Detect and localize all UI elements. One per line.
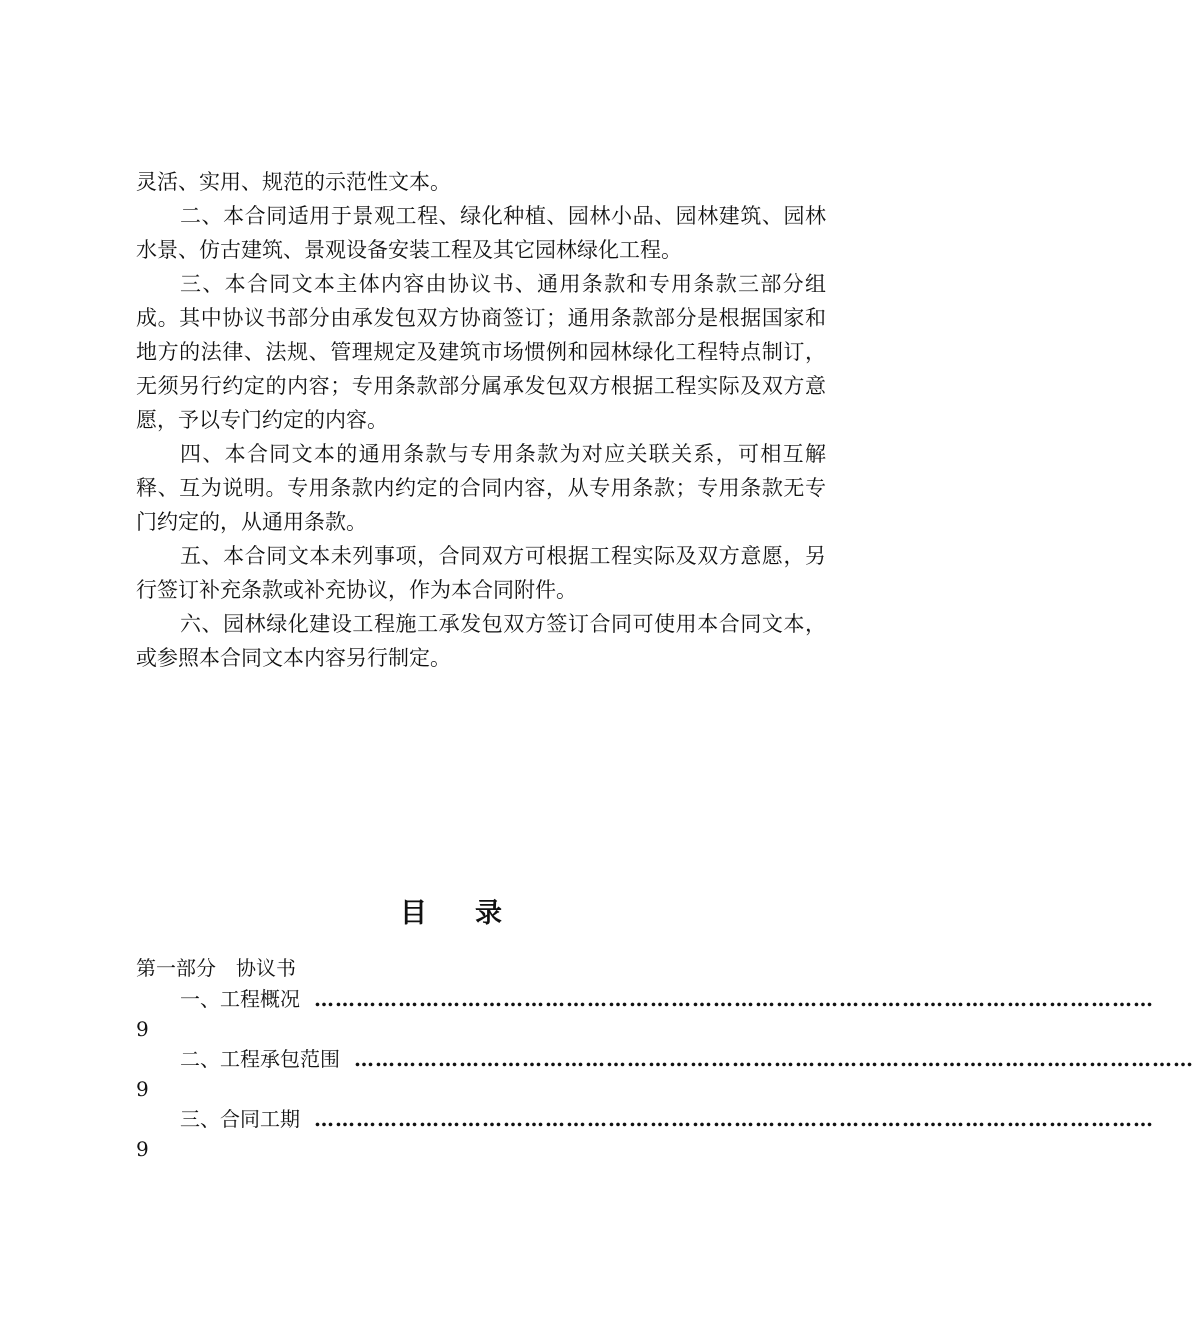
toc-part-name: 协议书	[236, 956, 296, 980]
toc-dot-leader: …………………………………………………………………………………………………………	[314, 987, 1154, 1011]
toc-part-number: 第一部分	[136, 956, 216, 980]
table-of-contents	[136, 952, 1194, 1164]
paragraph-2: 二、本合同适用于景观工程、绿化种植、园林小品、园林建筑、园林水景、仿古建筑、景观设备安装工程及其它园林绿化工程。	[136, 204, 826, 262]
toc-entry-page: 9	[136, 1137, 149, 1161]
toc-dot-leader: …………………………………………………………………………………………………………	[314, 1107, 1154, 1131]
toc-entry[interactable]	[136, 984, 1154, 1015]
paragraph-6: 六、园林绿化建设工程施工承发包双方签订合同可使用本合同文本，或参照本合同文本内容另行制定。	[136, 612, 826, 670]
toc-entry-label: 一、工程概况	[180, 987, 300, 1011]
toc-entry[interactable]	[136, 1104, 1154, 1135]
toc-entry-label: 二、工程承包范围	[180, 1047, 340, 1071]
toc-entry-label: 三、合同工期	[180, 1107, 300, 1131]
paragraph-1: 灵活、实用、规范的示范性文本。	[136, 170, 451, 194]
notes-body	[136, 165, 826, 675]
toc-part-heading	[136, 952, 826, 984]
toc-entry-page: 9	[136, 1077, 149, 1101]
paragraph-3: 三、本合同文本主体内容由协议书、通用条款和专用条款三部分组成。其中协议书部分由承发包双方协商签订；通用条款部分是根据国家和地方的法律、法规、管理规定及建筑市场惯例和园林绿化工程特点制订，无须另行约定的内容；专用条款部分属承发包双方根据工程实际及双方意愿，予以专门约定的内容。	[136, 272, 826, 432]
paragraph-5: 五、本合同文本未列事项，合同双方可根据工程实际及双方意愿，另行签订补充条款或补充协议，作为本合同附件。	[136, 544, 826, 602]
toc-entry-page: 9	[136, 1017, 149, 1041]
paragraph-4: 四、本合同文本的通用条款与专用条款为对应关联关系，可相互解释、互为说明。专用条款内约定的合同内容，从专用条款；专用条款无专门约定的，从通用条款。	[136, 442, 826, 534]
toc-title: 目录	[400, 898, 550, 929]
toc-dot-leader: …………………………………………………………………………………………………………	[354, 1047, 1194, 1071]
toc-entry[interactable]	[136, 1044, 1194, 1075]
